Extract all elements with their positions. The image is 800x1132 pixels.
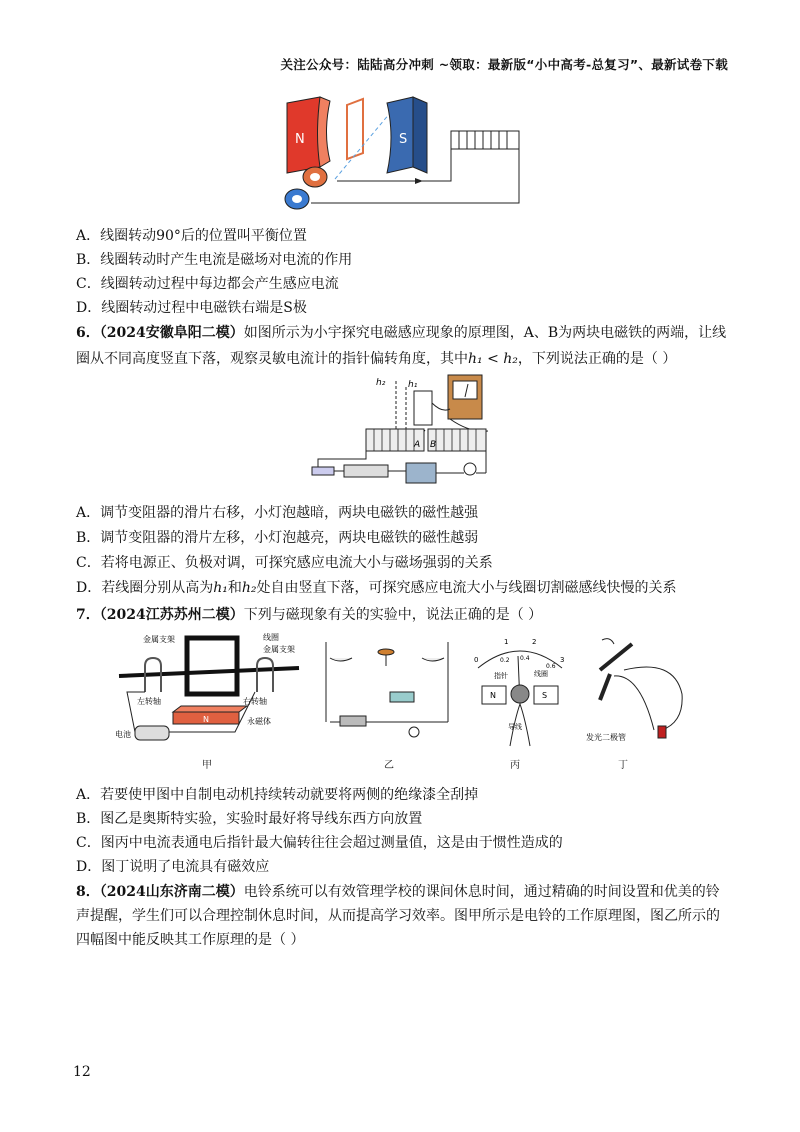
svg-text:1: 1 bbox=[504, 638, 509, 646]
q6-option-b: B．调节变阻器的滑片左移，小灯泡越亮，两块电磁铁的磁性越弱 bbox=[76, 530, 479, 546]
rheostat bbox=[344, 465, 388, 477]
electromagnet-b bbox=[428, 429, 486, 451]
q8-stem-line2: 声提醒，学生们可以合理控制休息时间，从而提高学习效率。图甲所示是电铃的工作原理图，图乙所示的 bbox=[76, 908, 720, 924]
q7-fig-ding bbox=[580, 634, 700, 749]
q6-source: （2024安徽阜阳二模） bbox=[99, 325, 244, 341]
bulb-yi bbox=[409, 727, 419, 737]
q6-stem-line2: 圈从不同高度竖直下落，观察灵敏电流计的指针偏转角度，其中h₁ < h₂，下列说法正确的是（ ） bbox=[76, 351, 677, 367]
switch bbox=[312, 467, 334, 475]
q7-option-c: C．图丙中电流表通电后指针最大偏转往往会超过测量值，这是由于惯性造成的 bbox=[76, 835, 563, 851]
svg-text:3: 3 bbox=[560, 656, 565, 664]
coil-loop bbox=[347, 99, 363, 159]
h1-label: h₁ bbox=[408, 380, 418, 390]
q6-option-d: D．若线圈分别从高为h₁和h₂处自由竖直下落，可探究感应电流大小与线圈切割磁感线快慢的关系 bbox=[76, 580, 677, 596]
h2-label: h₂ bbox=[376, 378, 386, 388]
caption-bing: 丙 bbox=[510, 760, 520, 771]
falling-coil bbox=[414, 391, 432, 425]
svg-text:右转轴: 右转轴 bbox=[243, 697, 267, 706]
svg-text:0.6: 0.6 bbox=[546, 663, 556, 670]
svg-text:2: 2 bbox=[532, 638, 537, 646]
q6-number: 6． bbox=[76, 325, 100, 341]
svg-text:0.2: 0.2 bbox=[500, 657, 510, 664]
svg-text:N: N bbox=[203, 715, 209, 724]
q5-option-d: D．线圈转动过程中电磁铁右端是S极 bbox=[76, 300, 307, 316]
q7-fig-bing bbox=[470, 634, 570, 749]
svg-text:永磁体: 永磁体 bbox=[247, 717, 271, 726]
svg-text:电池: 电池 bbox=[115, 730, 131, 739]
q7-option-a: A．若要使甲图中自制电动机持续转动就要将两侧的绝缘漆全刮掉 bbox=[76, 787, 479, 803]
battery-yi bbox=[340, 716, 366, 726]
svg-text:N: N bbox=[490, 691, 496, 700]
south-label: S bbox=[399, 132, 408, 147]
pole-b-label: B bbox=[430, 440, 437, 450]
q7-source: （2024江苏苏州二模） bbox=[99, 607, 244, 623]
q7-stem: 7．（2024江苏苏州二模）下列与磁现象有关的实验中，说法正确的是（ ） bbox=[76, 607, 543, 623]
svg-text:线圈: 线圈 bbox=[263, 633, 279, 642]
q5-option-a: A．线圈转动90°后的位置叫平衡位置 bbox=[76, 228, 307, 244]
q6-option-c: C．若将电源正、负极对调，可探究感应电流大小与磁场强弱的关系 bbox=[76, 555, 493, 571]
svg-text:0.4: 0.4 bbox=[520, 655, 530, 662]
svg-text:导线: 导线 bbox=[508, 723, 522, 731]
led bbox=[658, 726, 666, 738]
q6-induction-figure bbox=[310, 373, 495, 488]
motor-coil bbox=[187, 638, 237, 694]
q7-fig-jia bbox=[115, 632, 305, 750]
pole-a-label: A bbox=[414, 440, 421, 450]
q7-option-b: B．图乙是奥斯特实验，实验时最好将导线东西方向放置 bbox=[76, 811, 423, 827]
compass-needle bbox=[378, 649, 394, 655]
svg-text:0: 0 bbox=[474, 656, 479, 664]
q6-inequality: h₁ < h₂ bbox=[468, 351, 518, 367]
bulb bbox=[464, 463, 476, 475]
svg-text:金属支架: 金属支架 bbox=[263, 645, 295, 654]
page-header: 关注公众号：陆陆高分冲刺 ~领取：最新版“小中高考-总复习”、最新试卷下载 bbox=[280, 57, 728, 72]
q7-number: 7． bbox=[76, 607, 100, 623]
caption-jia: 甲 bbox=[202, 760, 212, 771]
q6-stem-text1: 如图所示为小宇探究电磁感应现象的原理图，A、B为两块电磁铁的两端，让线 bbox=[243, 325, 727, 341]
page-number: 12 bbox=[73, 1064, 91, 1080]
north-label: N bbox=[295, 132, 305, 147]
switch-yi bbox=[390, 692, 414, 702]
battery-cell bbox=[135, 726, 169, 740]
q8-stem-line3: 四幅图中能反映其工作原理的是（ ） bbox=[76, 932, 305, 948]
solenoid bbox=[451, 131, 519, 149]
q8-number: 8． bbox=[76, 884, 100, 900]
q5-option-b: B．线圈转动时产生电流是磁场对电流的作用 bbox=[76, 252, 353, 268]
svg-text:S: S bbox=[542, 691, 548, 700]
svg-text:发光二极管: 发光二极管 bbox=[586, 733, 626, 742]
q6-stem-line1 bbox=[76, 322, 726, 342]
q8-stem-line1: 8．（2024山东济南二模）电铃系统可以有效管理学校的课间休息时间，通过精确的时间设置和优美的铃 bbox=[76, 884, 720, 900]
power-supply bbox=[406, 463, 436, 483]
svg-text:指针: 指针 bbox=[494, 672, 508, 680]
q5-option-c: C．线圈转动过程中每边都会产生感应电流 bbox=[76, 276, 339, 292]
svg-text:金属支架: 金属支架 bbox=[143, 635, 175, 644]
q7-fig-yi bbox=[320, 636, 455, 748]
q8-source: （2024山东济南二模） bbox=[99, 884, 244, 900]
q5-generator-figure bbox=[275, 95, 525, 215]
svg-text:左转轴: 左转轴 bbox=[137, 697, 161, 706]
q6-option-a: A．调节变阻器的滑片右移，小灯泡越暗，两块电磁铁的磁性越强 bbox=[76, 505, 479, 521]
caption-ding: 丁 bbox=[618, 760, 628, 771]
caption-yi: 乙 bbox=[384, 760, 394, 771]
svg-text:线圈: 线圈 bbox=[534, 670, 548, 678]
fan-blade bbox=[600, 644, 632, 670]
q7-option-d: D．图丁说明了电流具有磁效应 bbox=[76, 859, 270, 875]
